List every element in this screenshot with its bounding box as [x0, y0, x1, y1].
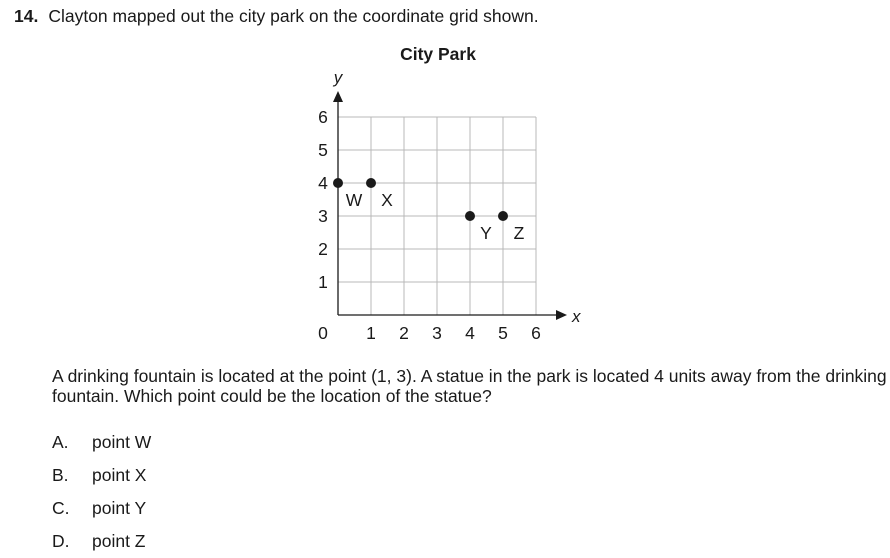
choice-d[interactable] [52, 525, 151, 558]
point-x-label: X [381, 190, 393, 210]
y-tick-label: 6 [318, 107, 328, 127]
x-tick-label: 1 [366, 323, 376, 343]
choice-c[interactable] [52, 492, 151, 525]
x-tick-label: 3 [432, 323, 442, 343]
choice-a[interactable] [52, 426, 151, 459]
graph-title: City Park [400, 44, 476, 64]
choice-text: point X [92, 465, 147, 485]
choice-text: point Z [92, 531, 146, 551]
choice-letter: C. [52, 498, 70, 518]
question-prompt: A drinking fountain is located at the point (1, 3). A statue in the park is located 4 units away from the drinking fountain. Which point could be the location of the statue? [52, 366, 887, 406]
plotted-points [333, 178, 525, 243]
choice-letter: B. [52, 465, 69, 485]
y-axis-label: y [333, 68, 343, 87]
choice-text: point W [92, 432, 152, 452]
point-y-label: Y [480, 223, 492, 243]
y-tick-label: 3 [318, 206, 328, 226]
x-tick-label: 4 [465, 323, 475, 343]
x-tick-label: 6 [531, 323, 541, 343]
choice-b[interactable] [52, 459, 151, 492]
choice-letter: A. [52, 432, 69, 452]
y-tick-label: 1 [318, 272, 328, 292]
choice-letter: D. [52, 531, 70, 551]
point-x-marker [366, 178, 376, 188]
x-tick-label: 2 [399, 323, 409, 343]
point-z-label: Z [513, 223, 525, 243]
y-tick-label: 5 [318, 140, 328, 160]
tick-labels [318, 107, 541, 343]
y-tick-label: 2 [318, 239, 328, 259]
y-tick-label: 4 [318, 173, 328, 193]
x-tick-label: 5 [498, 323, 508, 343]
point-z-marker [498, 211, 508, 221]
point-w-label: W [345, 190, 363, 210]
point-y-marker [465, 211, 475, 221]
origin-label: 0 [318, 323, 328, 343]
axes [333, 68, 581, 326]
answer-choices [52, 426, 151, 558]
x-axis-arrow [556, 310, 567, 320]
point-w-marker [333, 178, 343, 188]
y-axis-arrow [333, 91, 343, 102]
x-axis-label: x [572, 307, 581, 326]
choice-text: point Y [92, 498, 147, 518]
question-number: 14. [14, 6, 39, 26]
question-stem: Clayton mapped out the city park on the coordinate grid shown. [48, 6, 539, 26]
